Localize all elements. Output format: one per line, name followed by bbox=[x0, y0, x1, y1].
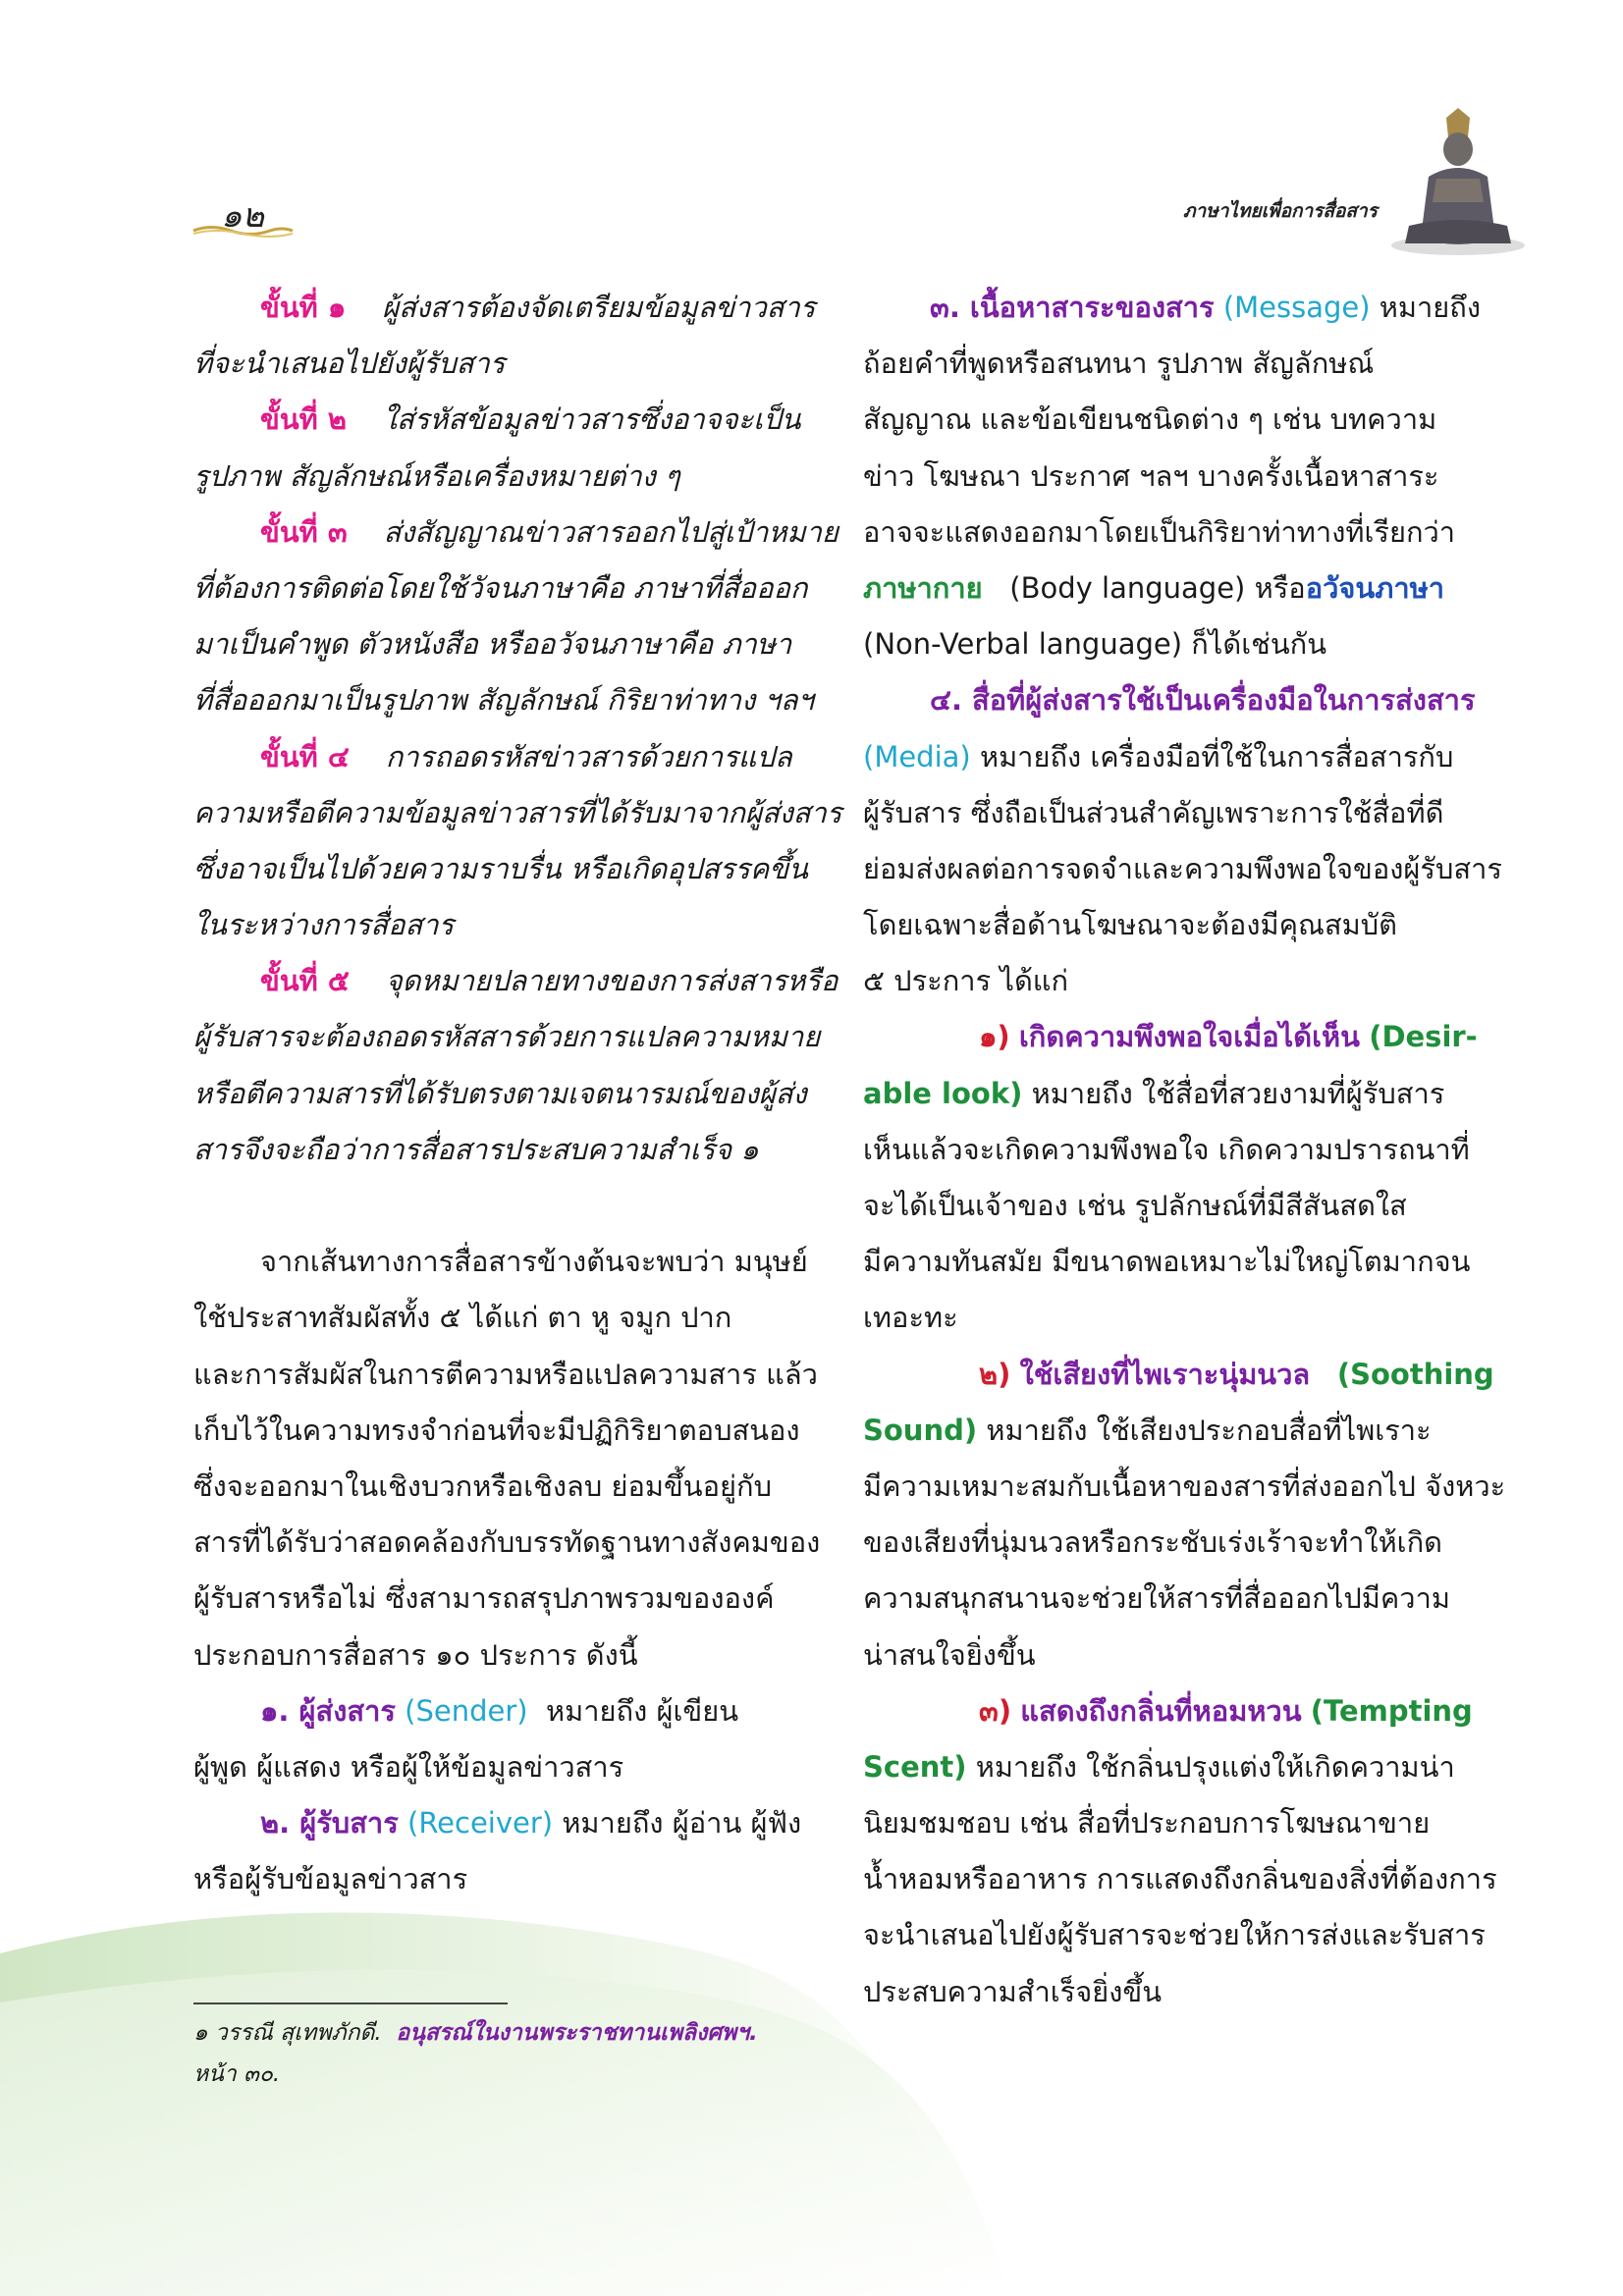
step3-line: มาเป็นคำพูด ตัวหนังสือ หรืออวัจนภาษาคือ ภาษา bbox=[193, 627, 792, 662]
sub-text: หมายถึง ใช้กลิ่นปรุงแต่งให้เกิดความน่า bbox=[975, 1749, 1455, 1784]
step-text: ผู้ส่งสารต้องจัดเตรียมข้อมูลข่าวสาร bbox=[382, 291, 816, 324]
footnote bbox=[193, 2012, 758, 2095]
sub3-line: ประสบความสำเร็จยิ่งขึ้น bbox=[863, 1974, 1163, 2008]
item-english: (Sender) bbox=[405, 1693, 528, 1728]
step-label: ขั้นที่ ๓ bbox=[260, 514, 348, 549]
item3-line: ข่าว โฆษณา ประกาศ ฯลฯ บางครั้งเนื้อหาสาระ bbox=[863, 458, 1439, 493]
nonverbal-term: อวัจนภาษา bbox=[1305, 570, 1445, 605]
sub-english: Scent) bbox=[863, 1749, 967, 1784]
book-title: ภาษาไทยเพื่อการสื่อสาร bbox=[1183, 200, 1378, 222]
step4-line: ความหรือตีความข้อมูลข่าวสารที่ได้รับมาจากผู้ส่งสาร bbox=[193, 795, 842, 829]
sub1-line2 bbox=[863, 1066, 1472, 1122]
sub-heading: เกิดความพึงพอใจเมื่อได้เห็น bbox=[1018, 1020, 1360, 1054]
footnote-author: ๑ วรรณี สุเทพภักดี. bbox=[193, 2020, 382, 2046]
sub1-line: เทอะทะ bbox=[863, 1301, 958, 1335]
step4-line: ในระหว่างการสื่อสาร bbox=[193, 908, 455, 942]
item4-line: โดยเฉพาะสื่อด้านโฆษณาจะต้องมีคุณสมบัติ bbox=[863, 908, 1397, 942]
page-number-ornament bbox=[191, 224, 295, 238]
item4-line: ผู้รับสาร ซึ่งถือเป็นส่วนสำคัญเพราะการใช้สื่อที่ดี bbox=[863, 795, 1444, 829]
sub3-line: จะนำเสนอไปยังผู้รับสารจะช่วยให้การส่งและรับสาร bbox=[863, 1918, 1486, 1952]
sub2-line1 bbox=[863, 1347, 1494, 1403]
sub-heading: ใช้เสียงที่ไพเราะนุ่มนวล bbox=[1019, 1357, 1311, 1391]
sub-english: able look) bbox=[863, 1076, 1023, 1110]
step3-line: ที่ต้องการติดต่อโดยใช้วัจนภาษาคือ ภาษาที่สื่อออก bbox=[193, 570, 808, 605]
sub2-line: ความสนุกสนานจะช่วยให้สารที่สื่อออกไปมีความ bbox=[863, 1581, 1450, 1616]
item3-line-last: (Non-Verbal language) ก็ได้เช่นกัน bbox=[863, 627, 1327, 662]
step-text: จุดหมายปลายทางของการส่งสารหรือ bbox=[385, 964, 839, 998]
sub-number: ๓) bbox=[979, 1693, 1012, 1728]
item-heading: ๔. สื่อที่ผู้ส่งสารใช้เป็นเครื่องมือในการส่งสาร bbox=[930, 683, 1476, 718]
item-text: หมายถึง ผู้เขียน bbox=[546, 1693, 739, 1728]
item3-line: สัญญาณ และข้อเขียนชนิดต่าง ๆ เช่น บทความ bbox=[863, 402, 1437, 437]
step5-line: ผู้รับสารจะต้องถอดรหัสสารด้วยการแปลความหมาย bbox=[193, 1020, 821, 1054]
step-label: ขั้นที่ ๕ bbox=[260, 964, 350, 998]
item-english: (Message) bbox=[1222, 291, 1371, 324]
item4-line1 bbox=[863, 672, 1476, 728]
left-column bbox=[193, 280, 842, 1907]
footnote-title: อนุสรณ์ในงานพระราชทานเพลิงศพฯ. bbox=[396, 2020, 758, 2046]
spacer bbox=[193, 1178, 802, 1234]
sub2-line: น่าสนใจยิ่งขึ้น bbox=[863, 1637, 1036, 1672]
item4-line: ย่อมส่งผลต่อการจดจำและความพึงพอใจของผู้รับสาร bbox=[863, 851, 1502, 885]
sub2-line2 bbox=[863, 1403, 1472, 1459]
sub-english: (Soothing bbox=[1336, 1357, 1494, 1391]
sub-english: (Tempting bbox=[1310, 1693, 1473, 1728]
sub1-line1 bbox=[863, 1009, 1478, 1065]
sub-english: (Desir- bbox=[1369, 1020, 1478, 1054]
item-text: หมายถึง bbox=[1379, 291, 1481, 324]
step-label: ขั้นที่ ๔ bbox=[260, 739, 350, 774]
sub1-line: มีความทันสมัย มีขนาดพอเหมาะไม่ใหญ่โตมากจน bbox=[863, 1245, 1471, 1279]
step2-line2: รูปภาพ สัญลักษณ์หรือเครื่องหมายต่าง ๆ bbox=[193, 458, 680, 493]
sub-number: ๑) bbox=[979, 1020, 1010, 1054]
step5-line1 bbox=[193, 953, 839, 1009]
sub3-line: น้ำหอมหรืออาหาร การแสดงถึงกลิ่นของสิ่งที่ต้องการ bbox=[863, 1862, 1497, 1896]
statue-image bbox=[1389, 108, 1527, 255]
footnote-line1 bbox=[193, 2012, 758, 2054]
paragraph-line: เก็บไว้ในความทรงจำก่อนที่จะมีปฏิกิริยาตอบสนอง bbox=[193, 1413, 800, 1447]
body-language-en: (Body language) หรือ bbox=[1009, 570, 1306, 605]
sub-heading: แสดงถึงกลิ่นที่หอมหวน bbox=[1020, 1693, 1302, 1728]
item2-line2: หรือผู้รับข้อมูลข่าวสาร bbox=[193, 1862, 468, 1896]
item3-line1 bbox=[863, 280, 1481, 336]
step1-line1 bbox=[193, 280, 816, 336]
step-label: ขั้นที่ ๒ bbox=[260, 402, 347, 437]
step5-line: สารจึงจะถือว่าการสื่อสารประสบความสำเร็จ ๑ bbox=[193, 1132, 759, 1166]
paragraph-line: สารที่ได้รับว่าสอดคล้องกับบรรทัดฐานทางสังคมของ bbox=[193, 1525, 821, 1560]
step5-line: หรือตีความสารที่ได้รับตรงตามเจตนารมณ์ของผู้ส่ง bbox=[193, 1076, 807, 1110]
paragraph-line: ใช้ประสาทสัมผัสทั้ง ๕ ได้แก่ ตา หู จมูก ปาก bbox=[193, 1301, 732, 1335]
step-text: ส่งสัญญาณข่าวสารออกไปสู่เป้าหมาย bbox=[383, 514, 839, 549]
body-language-term: ภาษากาย bbox=[863, 570, 983, 605]
item4-line: ๕ ประการ ได้แก่ bbox=[863, 964, 1069, 998]
paragraph-line: และการสัมผัสในการตีความหรือแปลความสาร แล้ว bbox=[193, 1357, 818, 1391]
item1-line2: ผู้พูด ผู้แสดง หรือผู้ให้ข้อมูลข่าวสาร bbox=[193, 1749, 624, 1784]
item-english: (Receiver) bbox=[407, 1806, 554, 1841]
item-text: หมายถึง ผู้อ่าน ผู้ฟัง bbox=[562, 1806, 802, 1841]
sub3-line: นิยมชมชอบ เช่น สื่อที่ประกอบการโฆษณาขาย bbox=[863, 1806, 1431, 1841]
sub3-line1 bbox=[863, 1683, 1472, 1739]
item3-line: ถ้อยคำที่พูดหรือสนทนา รูปภาพ สัญลักษณ์ bbox=[863, 347, 1375, 381]
step1-line2: ที่จะนำเสนอไปยังผู้รับสาร bbox=[193, 347, 506, 381]
item3-line: อาจจะแสดงออกมาโดยเป็นกิริยาท่าทางที่เรียกว่า bbox=[863, 514, 1456, 549]
paragraph-line: ซึ่งจะออกมาในเชิงบวกหรือเชิงลบ ย่อมขึ้นอยู่กับ bbox=[193, 1468, 773, 1503]
item4-line2 bbox=[863, 729, 1472, 785]
right-column bbox=[863, 280, 1506, 2020]
sub1-line: จะได้เป็นเจ้าของ เช่น รูปลักษณ์ที่มีสีสันสดใส bbox=[863, 1189, 1407, 1222]
step3-line1 bbox=[193, 505, 839, 561]
sub1-line: เห็นแล้วจะเกิดความพึงพอใจ เกิดความปรารถนาที่ bbox=[863, 1132, 1470, 1166]
item1-line1 bbox=[193, 1683, 802, 1739]
sub-text: หมายถึง ใช้สื่อที่สวยงามที่ผู้รับสาร bbox=[1031, 1076, 1445, 1110]
sub-number: ๒) bbox=[979, 1357, 1011, 1391]
item-heading: ๑. ผู้ส่งสาร bbox=[260, 1693, 396, 1728]
footnote-divider bbox=[193, 2002, 508, 2004]
step-label: ขั้นที่ ๑ bbox=[260, 291, 347, 324]
sub-text: หมายถึง ใช้เสียงประกอบสื่อที่ไพเราะ bbox=[986, 1413, 1432, 1447]
paragraph-line: ผู้รับสารหรือไม่ ซึ่งสามารถสรุปภาพรวมขององค์ bbox=[193, 1581, 775, 1616]
paragraph-line: ประกอบการสื่อสาร ๑๐ ประการ ดังนี้ bbox=[193, 1637, 638, 1672]
step-text: ใส่รหัสข้อมูลข่าวสารซึ่งอาจจะเป็น bbox=[382, 402, 801, 437]
item-heading: ๓. เนื้อหาสาระของสาร bbox=[930, 291, 1215, 324]
item3-line-body-language bbox=[863, 561, 1472, 616]
step-text: การถอดรหัสข่าวสารด้วยการแปล bbox=[385, 739, 792, 774]
page-number: ๑๒ bbox=[221, 196, 264, 236]
item-english: (Media) bbox=[863, 739, 971, 774]
item-text: หมายถึง เครื่องมือที่ใช้ในการสื่อสารกับ bbox=[979, 739, 1454, 774]
sub3-line2 bbox=[863, 1739, 1472, 1795]
paragraph-line: จากเส้นทางการสื่อสารข้างต้นจะพบว่า มนุษย์ bbox=[260, 1245, 808, 1279]
footnote-page: หน้า ๓๐. bbox=[193, 2061, 281, 2087]
sub2-line: ของเสียงที่นุ่มนวลหรือกระชับเร่งเร้าจะทำให้เกิด bbox=[863, 1525, 1442, 1560]
step2-line1 bbox=[193, 392, 802, 448]
sub2-line: มีความเหมาะสมกับเนื้อหาของสารที่ส่งออกไป จังหวะ bbox=[863, 1468, 1506, 1503]
step3-line: ที่สื่อออกมาเป็นรูปภาพ สัญลักษณ์ กิริยาท่าทาง ฯลฯ bbox=[193, 683, 814, 718]
item2-line1 bbox=[193, 1795, 802, 1851]
step4-line: ซึ่งอาจเป็นไปด้วยความราบรื่น หรือเกิดอุปสรรคขึ้น bbox=[193, 851, 808, 885]
step4-line1 bbox=[193, 729, 802, 785]
item-heading: ๒. ผู้รับสาร bbox=[260, 1806, 399, 1841]
sub-english: Sound) bbox=[863, 1413, 978, 1447]
